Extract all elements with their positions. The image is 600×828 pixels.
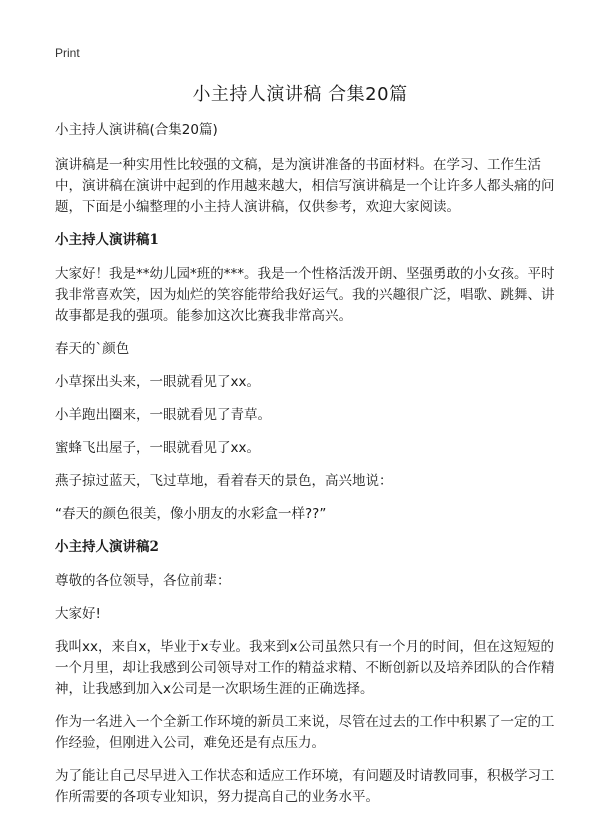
paragraph: 大家好！我是**幼儿园*班的***。我是一个性格活泼开朗、坚强勇敢的小女孩。平时我非常喜欢笑，因为灿烂的笑容能带给我好运气。我的兴趣很广泛，唱歌、跳舞、讲故事都是我的强项。能参加这次比赛我非常高兴。 <box>55 266 555 324</box>
paragraph: 大家好! <box>55 606 101 622</box>
paragraph: “春天的颜色很美，像小朋友的水彩盒一样??” <box>55 506 327 522</box>
document-subtitle: 小主持人演讲稿(合集20篇) <box>55 122 218 138</box>
print-label: Print <box>55 46 80 60</box>
page-title: 小主持人演讲稿 合集20篇 <box>192 84 408 105</box>
paragraph: 春天的`颜色 <box>55 341 130 357</box>
paragraph: 小草探出头来，一眼就看见了xx。 <box>55 374 260 390</box>
document-body <box>55 120 555 820</box>
section-heading-2: 小主持人演讲稿2 <box>55 539 159 555</box>
paragraph: 我叫xx，来自x，毕业于x专业。我来到x公司虽然只有一个月的时间，但在这短短的一个月里，却让我感到公司领导对工作的精益求精、不断创新以及培养团队的合作精神，让我感到加入x公司是一次职场生涯的正确选择。 <box>55 639 555 697</box>
paragraph: 作为一名进入一个全新工作环境的新员工来说，尽管在过去的工作中积累了一定的工作经验，但刚进入公司，难免还是有点压力。 <box>55 714 555 751</box>
section-heading-1: 小主持人演讲稿1 <box>55 232 159 248</box>
paragraph: 蜜蜂飞出屋子，一眼就看见了xx。 <box>55 440 260 456</box>
paragraph: 为了能让自己尽早进入工作状态和适应工作环境，有问题及时请教同事，积极学习工作所需要的各项专业知识，努力提高自己的业务水平。 <box>55 768 555 805</box>
paragraph: 小羊跑出圈来，一眼就看见了青草。 <box>55 407 271 423</box>
paragraph: 尊敬的各位领导，各位前辈： <box>55 573 231 589</box>
paragraph: 燕子掠过蓝天，飞过草地，看着春天的景色，高兴地说： <box>55 473 393 489</box>
intro-paragraph: 演讲稿是一种实用性比较强的文稿，是为演讲准备的书面材料。在学习、工作生活中，演讲稿在演讲中起到的作用越来越大，相信写演讲稿是一个让许多人都头痛的问题，下面是小编整理的小主持人演讲稿，仅供参考，欢迎大家阅读。 <box>55 157 555 215</box>
